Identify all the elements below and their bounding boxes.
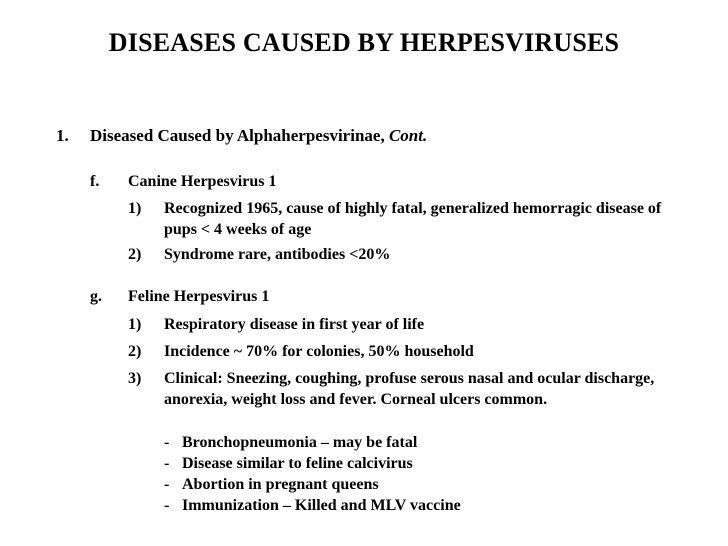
bullet-text: Abortion in pregnant queens (182, 476, 379, 493)
item-text: Syndrome rare, antibodies <20% (164, 246, 391, 263)
bullet-text: Bronchopneumonia – may be fatal (182, 434, 418, 451)
section-heading (56, 126, 427, 146)
section-number: 1. (56, 126, 69, 145)
bullet-dash: - (164, 497, 170, 514)
bullet-item (164, 453, 684, 474)
list-item (128, 199, 688, 240)
item-number: 1) (128, 316, 142, 333)
list-item (128, 369, 688, 410)
bullet-item (164, 432, 684, 453)
bullet-text: Disease similar to feline calcivirus (182, 455, 413, 472)
section-text: Diseased Caused by Alphaherpesvirinae, (90, 126, 385, 145)
bullet-text: Immunization – Killed and MLV vaccine (182, 497, 461, 514)
bullet-dash: - (164, 455, 170, 472)
subsection-title: Feline Herpesvirus 1 (128, 288, 270, 305)
list-item (128, 315, 688, 336)
bullet-dash: - (164, 476, 170, 493)
bullet-list (164, 432, 684, 516)
item-text: Clinical: Sneezing, coughing, profuse serous nasal and ocular discharge, anorexia, weight loss and fever. Corneal ulcers common. (164, 370, 655, 408)
item-number: 2) (128, 343, 142, 360)
item-text: Incidence ~ 70% for colonies, 50% household (164, 343, 474, 360)
subsection-f-heading (90, 173, 276, 191)
bullet-dash: - (164, 434, 170, 451)
list-item (128, 342, 688, 363)
subsection-g-heading (90, 288, 269, 306)
item-number: 2) (128, 246, 142, 263)
subsection-title: Canine Herpesvirus 1 (128, 173, 277, 190)
slide-title: DISEASES CAUSED BY HERPESVIRUSES (108, 28, 620, 57)
bullet-item (164, 495, 684, 516)
list-item (128, 245, 688, 266)
item-text: Recognized 1965, cause of highly fatal, generalized hemorragic disease of pups < 4 weeks of age (164, 200, 662, 238)
item-number: 3) (128, 370, 142, 387)
bullet-item (164, 474, 684, 495)
item-text: Respiratory disease in first year of life (164, 316, 425, 333)
section-cont: Cont. (388, 126, 428, 145)
item-number: 1) (128, 200, 142, 217)
subsection-letter: f. (90, 173, 100, 190)
subsection-letter: g. (90, 288, 102, 305)
